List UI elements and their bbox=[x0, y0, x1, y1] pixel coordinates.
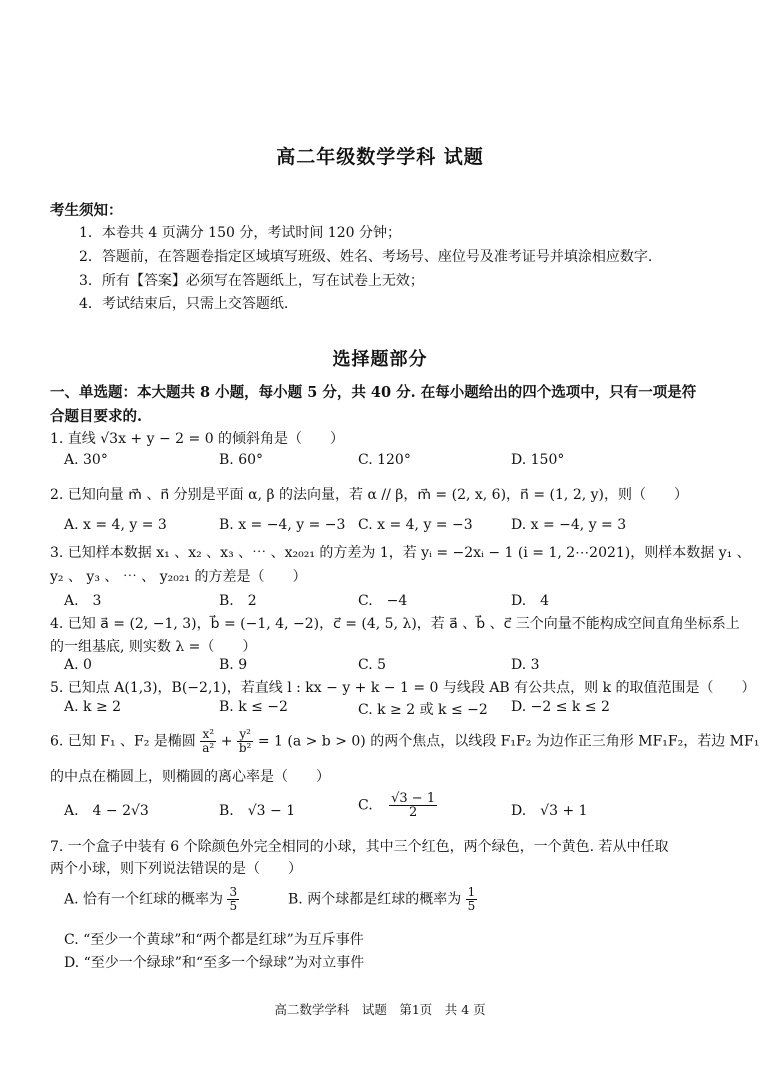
question-1-option-c: C. 120° bbox=[358, 452, 411, 468]
question-4-option-b: B. 9 bbox=[219, 657, 248, 673]
option-b-fraction bbox=[466, 886, 478, 913]
fraction-y-numerator: y² bbox=[237, 728, 254, 742]
question-6-option-c-label: C. bbox=[358, 797, 373, 814]
fraction-x-denominator: a² bbox=[202, 741, 215, 755]
page-footer: 高二数学学科 试题 第1页 共 4 页 bbox=[274, 1002, 486, 1017]
question-1-option-b: B. 60° bbox=[219, 452, 264, 468]
question-7-stem-line2: 两个小球，则下列说法错误的是（ ） bbox=[50, 861, 302, 877]
option-c-denominator: 2 bbox=[408, 805, 418, 820]
question-6-option-b: B. √3 − 1 bbox=[219, 803, 296, 819]
question-1-option-a: A. 30° bbox=[64, 452, 108, 468]
question-6-stem-prefix: 6. 已知 F₁ 、F₂ 是椭圆 bbox=[50, 733, 196, 750]
ellipse-fraction-y bbox=[237, 728, 254, 755]
question-4-option-a: A. 0 bbox=[64, 657, 92, 673]
part1-instruction-line1: 一、单选题：本大题共 8 小题，每小题 5 分，共 40 分. 在每小题给出的四个选项中，只有一项是符 bbox=[50, 384, 697, 401]
question-4-stem-line2: 的一组基底, 则实数 λ =（ ） bbox=[50, 639, 257, 655]
question-3-option-d: D. 4 bbox=[511, 593, 550, 609]
question-1-stem: 1. 直线 √3x + y − 2 = 0 的倾斜角是（ ） bbox=[50, 431, 345, 447]
option-b-numerator: 1 bbox=[467, 885, 476, 899]
page-title: 高二年级数学学科 试题 bbox=[276, 146, 484, 168]
question-6-stem-line2: 的中点在椭圆上，则椭圆的离心率是（ ） bbox=[50, 769, 330, 785]
question-4-option-c: C. 5 bbox=[358, 657, 387, 673]
option-a-numerator: 3 bbox=[229, 885, 238, 899]
question-6-option-c bbox=[358, 792, 437, 819]
notice-item-1: 1．本卷共 4 页满分 150 分，考试时间 120 分钟； bbox=[79, 225, 401, 241]
question-7-option-b bbox=[288, 886, 477, 913]
question-7-option-b-text: B. 两个球都是红球的概率为 bbox=[288, 891, 462, 908]
question-3-stem-line2: y₂ 、 y₃ 、 ⋯ 、 y₂₀₂₁ 的方差是（ ） bbox=[50, 569, 307, 585]
question-5-option-c: C. k ≥ 2 或 k ≤ −2 bbox=[358, 702, 488, 718]
notice-item-3: 3．所有【答案】必须写在答题纸上，写在试卷上无效； bbox=[79, 273, 424, 289]
option-c-numerator: √3 − 1 bbox=[391, 791, 436, 806]
section-title: 选择题部分 bbox=[332, 349, 428, 370]
question-3-option-a: A. 3 bbox=[64, 593, 102, 609]
question-2-option-d: D. x = −4, y = 3 bbox=[511, 517, 627, 533]
ellipse-fraction-x bbox=[200, 728, 216, 755]
question-7-option-a-text: A. 恰有一个红球的概率为 bbox=[64, 891, 224, 908]
question-2-option-a: A. x = 4, y = 3 bbox=[64, 517, 167, 533]
question-7-stem-line1: 7. 一个盒子中装有 6 个除颜色外完全相同的小球，其中三个红色，两个绿色，一个黄色. 若从中任取 bbox=[50, 839, 669, 855]
question-6-stem-line1 bbox=[50, 728, 759, 755]
question-4-stem-line1: 4. 已知 a⃗ = (2, −1, 3)，b⃗ = (−1, 4, −2)，c⃗ = (4, 5, λ)，若 a⃗ 、b⃗ 、c⃗ 三个向量不能构成空间直角坐标系上 bbox=[50, 616, 740, 632]
fraction-x-numerator: x² bbox=[200, 728, 216, 742]
option-b-denominator: 5 bbox=[467, 899, 476, 913]
question-2-stem: 2. 已知向量 m⃗ 、n⃗ 分别是平面 α, β 的法向量，若 α // β，m⃗ = (2, x, 6)，n⃗ = (1, 2, y)，则（ ） bbox=[50, 487, 689, 503]
notice-item-2: 2．答题前，在答题卷指定区域填写班级、姓名、考场号、座位号及准考证号并填涂相应数字. bbox=[79, 249, 653, 265]
option-c-fraction bbox=[389, 792, 437, 819]
fraction-y-denominator: b² bbox=[238, 741, 252, 755]
question-7-option-c: C. “至少一个黄球”和“两个都是红球”为互斥事件 bbox=[64, 932, 364, 948]
option-a-denominator: 5 bbox=[229, 899, 238, 913]
question-5-stem: 5. 已知点 A(1,3)，B(−2,1)，若直线 l : kx − y + k − 1 = 0 与线段 AB 有公共点，则 k 的取值范围是（ ） bbox=[50, 680, 756, 696]
question-6-option-a: A. 4 − 2√3 bbox=[64, 803, 149, 819]
question-3-stem-line1: 3. 已知样本数据 x₁ 、x₂ 、x₃ 、⋯ 、x₂₀₂₁ 的方差为 1，若 yᵢ = −2xᵢ − 1 (i = 1, 2⋯2021)，则样本数据 y₁ 、 bbox=[50, 545, 751, 561]
plus-sign: + bbox=[220, 733, 233, 750]
question-5-option-a: A. k ≥ 2 bbox=[64, 699, 122, 715]
notice-heading: 考生须知： bbox=[50, 202, 123, 219]
question-6-option-d: D. √3 + 1 bbox=[511, 803, 588, 819]
question-2-option-b: B. x = −4, y = −3 bbox=[219, 517, 346, 533]
option-a-fraction bbox=[227, 886, 239, 913]
question-3-option-c: C. −4 bbox=[358, 593, 408, 609]
question-3-option-b: B. 2 bbox=[219, 593, 257, 609]
question-7-option-a bbox=[64, 886, 239, 913]
question-5-option-b: B. k ≤ −2 bbox=[219, 699, 288, 715]
question-6-stem-suffix: = 1 (a > b > 0) 的两个焦点，以线段 F₁F₂ 为边作正三角形 MF₁F₂，若边 MF₁ bbox=[257, 733, 760, 750]
part1-instruction-line2: 合题目要求的. bbox=[50, 408, 143, 425]
question-4-option-d: D. 3 bbox=[511, 657, 540, 673]
question-2-option-c: C. x = 4, y = −3 bbox=[358, 517, 473, 533]
question-7-option-d: D. “至少一个绿球”和“至多一个绿球”为对立事件 bbox=[64, 955, 365, 971]
question-5-option-d: D. −2 ≤ k ≤ 2 bbox=[511, 699, 610, 715]
notice-item-4: 4．考试结束后，只需上交答题纸. bbox=[79, 296, 289, 312]
question-1-option-d: D. 150° bbox=[511, 452, 565, 468]
